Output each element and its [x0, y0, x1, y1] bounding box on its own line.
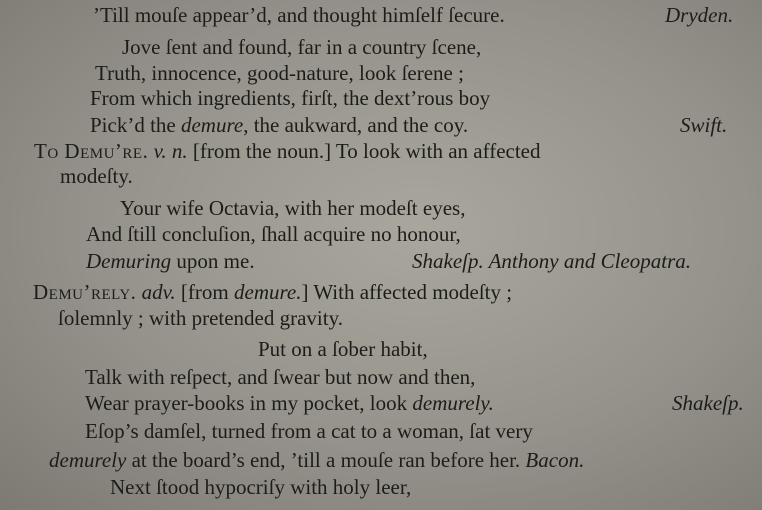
text-segment: ſolemnly ; with pretended gravity. — [58, 306, 343, 330]
text-line — [33, 279, 512, 305]
italic-text: demurely. — [412, 391, 494, 415]
text-segment: [from — [175, 280, 234, 304]
text-segment: [from the noun.] To look with an affected — [187, 139, 541, 163]
entry-headword: To Demu’re. — [34, 139, 149, 163]
text-line — [93, 2, 734, 28]
italic-text: Bacon. — [525, 448, 585, 472]
entry-headword: Demu’rely. — [33, 280, 137, 304]
text-line — [58, 305, 343, 331]
italic-text: demure. — [234, 280, 302, 304]
text-segment: Put on a ſober habit, — [258, 337, 428, 361]
text-line — [122, 34, 481, 60]
text-line — [110, 474, 411, 500]
text-segment: Next ſtood hypocriſy with holy leer, — [110, 475, 412, 499]
text-line — [258, 336, 428, 362]
text-line — [86, 221, 461, 247]
text-segment: Pick’d the — [90, 113, 181, 137]
text-segment: From which ingredients, firſt, the dext’rous boy — [90, 86, 491, 110]
text-line — [34, 138, 541, 164]
text-segment: And ſtill concluſion, ſhall acquire no honour, — [86, 222, 461, 246]
text-segment: Wear prayer-books in my pocket, look — [85, 391, 413, 415]
attribution: Swift. — [680, 113, 728, 137]
text-line — [86, 248, 691, 274]
italic-text: adv. — [141, 280, 176, 304]
attribution: Dryden. — [665, 3, 734, 27]
text-line — [90, 85, 490, 111]
text-line — [85, 418, 533, 444]
italic-text: Demuring — [86, 249, 172, 273]
text-segment: , the aukward, and the coy. — [243, 113, 469, 137]
text-line — [90, 112, 728, 138]
text-segment: at the board’s end, ’till a mouſe ran before her. — [126, 448, 526, 472]
text-segment: ] With affected modeſty ; — [301, 280, 513, 304]
text-segment: Your wife Octavia, with her modeſt eyes, — [120, 196, 466, 220]
text-segment: modeſty. — [60, 164, 133, 188]
italic-text: demure — [180, 113, 244, 137]
attribution: Shakeſp. — [672, 391, 744, 415]
text-line — [49, 447, 584, 473]
text-line — [120, 195, 465, 221]
italic-text: demurely — [49, 448, 127, 472]
text-segment: Jove ſent and found, far in a country ſcene, — [122, 35, 482, 59]
text-line — [85, 364, 475, 390]
text-segment: Talk with reſpect, and ſwear but now and then, — [85, 365, 476, 389]
text-segment: Eſop’s damſel, turned from a cat to a woman, ſat very — [85, 419, 533, 443]
text-line — [85, 390, 744, 416]
italic-text: v. n. — [153, 139, 188, 163]
text-segment: Truth, innocence, good-nature, look ſerene ; — [95, 61, 464, 85]
text-segment: upon me. — [171, 249, 255, 273]
text-line — [60, 163, 133, 189]
text-segment: ’Till mouſe appear’d, and thought himſelf ſecure. — [93, 3, 505, 27]
attribution: Shakeſp. Anthony and Cleopatra. — [412, 249, 691, 273]
text-line — [95, 60, 464, 86]
